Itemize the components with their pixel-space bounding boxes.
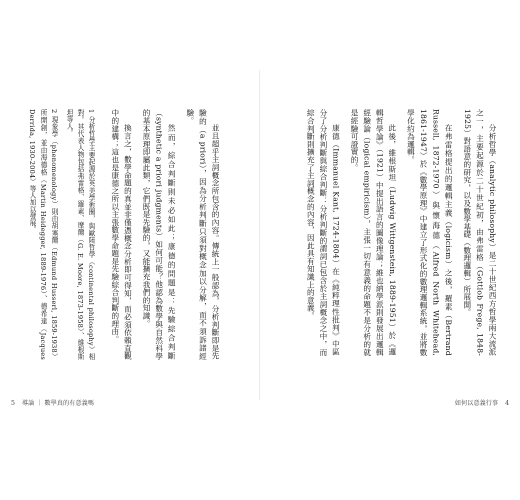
running-head: 如何以意義行事 [454,400,499,407]
paragraph: 在弗雷格提出的邏輯主義（logicism）之後，羅素（Bertrand Russell, 1872-1970）與懷海德（Alfred North Whitehead, 1861-1947）於《數學原理》中建立了形式化的數理邏輯系統，並將數學化約為邏輯。 [406,109,454,356]
right-main-text [296,109,498,356]
footnotes [28,109,96,360]
footnote: 2 現象學（phenomenology）則由胡塞爾（Edmund Husserl, 1859-1938）所開創，並由海德格（Martin Heidegger, 1889-1976）、德希達（Jacques Derrida, 1930-2004）等人加以發展。 [28,109,58,360]
paragraph: 此後，維根斯坦（Ludwig Wittgenstein, 1889-1951）於《邏輯哲學論》（1921）中提出語言的圖像理論；維也納學派則發展出邏輯經驗論（logical empiricism），主張一切有意義的命題不是分析的就是經驗可證實的。 [350,109,397,356]
running-head: 導論 ｜ 數學真的有意義嗎 [21,400,94,407]
paragraph: 然而，綜合判斷則未必如此；康德的問題是：先驗綜合判斷（synthetic a priori judgments）如何可能？他認為數學與自然科學的基本原理即屬此類，它們既是先驗的，又能擴充我們的知識。 [142,109,177,360]
page-number: 5 [11,400,15,407]
left-main-text [105,109,221,360]
right-footer [455,398,514,407]
page-number: 4 [505,400,509,407]
paragraph: 康德（Immanuel Kant, 1724-1804）在《純粹理性批判》中區分了分析判斷與綜合判斷：分析判斷的謂詞已包含於主詞概念之中，而綜合判斷則擴充了主詞概念的內容，因此具有知識上的意義。 [306,109,341,356]
right-page [260,0,520,500]
left-footer [6,398,94,407]
paragraph: 換言之，數學命題的真並非僅憑概念分析即可得知，而必須依賴直觀中的建構；這也是康德之所以主張數學命題是先驗綜合判斷的理由。 [110,109,133,360]
paragraph: 分析哲學（analytic philosophy）是二十世紀西方哲學兩大流派之一，主要起源於二十世紀初，由弗雷格（Gottlob Frege, 1848-1925）對語意的研究，以及數學基礎（數理邏輯）所展開。 [462,109,497,356]
paragraph: 並且超乎主詞概念所包含的內容。傳統上一般認為，分析判斷即是先驗的（a priori），因為分析判斷只須對概念加以分解，而不須訴諸經驗。 [185,109,220,360]
footnote: 1 分析哲學主要起源於英美學術圈，與歐陸哲學（continental philosophy）相對。其代表人物包括弗雷格、羅素、摩爾（G. E. Moore, 1873-1958）、維根斯坦等人。 [65,109,95,360]
